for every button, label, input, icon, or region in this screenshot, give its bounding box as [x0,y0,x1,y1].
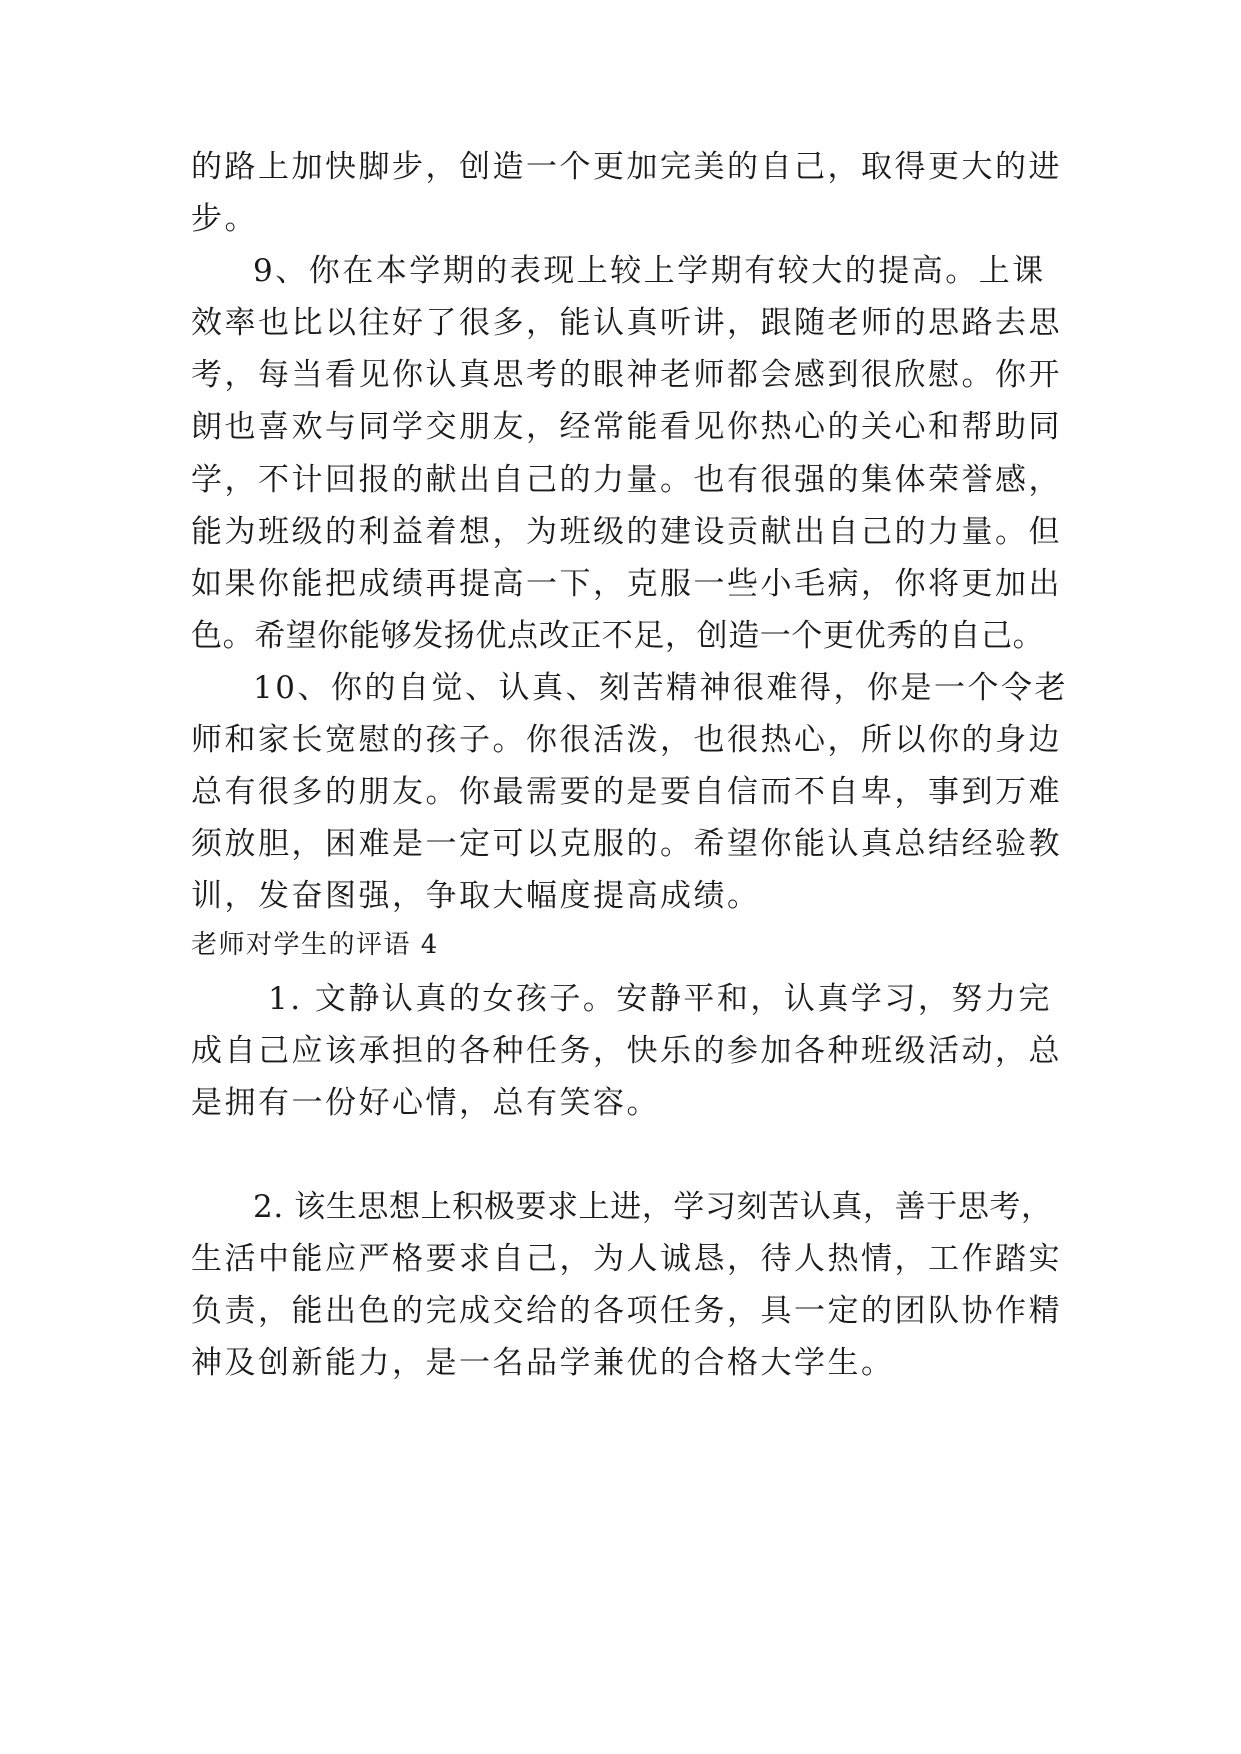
text-line: 成自己应该承担的各种任务，快乐的参加各种班级活动，总 [191,1033,1062,1069]
text-line: 的路上加快脚步，创造一个更加完美的自己，取得更大的进 [191,149,1062,185]
text-line: 神及创新能力，是一名品学兼优的合格大学生。 [191,1345,895,1381]
text-line: 朗也喜欢与同学交朋友，经常能看见你热心的关心和帮助同 [191,409,1062,445]
text-line: 生活中能应严格要求自己，为人诚恳，待人热情，工作踏实 [191,1241,1062,1277]
text-line: 效率也比以往好了很多，能认真听讲，跟随老师的思路去思 [191,305,1062,341]
text-line: 总有很多的朋友。你最需要的是要自信而不自卑，事到万难 [191,774,1062,810]
text-line: 是拥有一份好心情，总有笑容。 [191,1085,660,1121]
text-line: 师和家长宽慰的孩子。你很活泼，也很热心，所以你的身边 [191,722,1062,758]
text-line: 须放胆，困难是一定可以克服的。希望你能认真总结经验教 [191,826,1062,862]
paragraph-10-start: 10、你的自觉、认真、刻苦精神很难得，你是一个令老 [253,670,1068,706]
paragraph-9-start: 9、你在本学期的表现上较上学期有较大的提高。上课 [253,253,1046,289]
text-line: 能为班级的利益着想，为班级的建设贡献出自己的力量。但 [191,514,1062,550]
text-line: 考，每当看见你认真思考的眼神老师都会感到很欣慰。你开 [191,357,1062,393]
text-line: 如果你能把成绩再提高一下，克服一些小毛病，你将更加出 [191,566,1062,602]
text-line: 色。希望你能够发扬优点改正不足，创造一个更优秀的自己。 [191,618,1045,654]
section-heading: 老师对学生的评语 4 [191,930,439,960]
text-line: 训，发奋图强，争取大幅度提高成绩。 [191,878,761,914]
text-line: 步。 [191,201,258,237]
text-line: 负责，能出色的完成交给的各项任务，具一定的团队协作精 [191,1293,1062,1329]
item-2-start: 2. 该生思想上积极要求上进，学习刻苦认真，善于思考， [253,1189,1053,1225]
text-line: 学，不计回报的献出自己的力量。也有很强的集体荣誉感， [191,462,1062,498]
item-1-start: 1. 文静认真的女孩子。安静平和，认真学习，努力完 [268,981,1052,1017]
